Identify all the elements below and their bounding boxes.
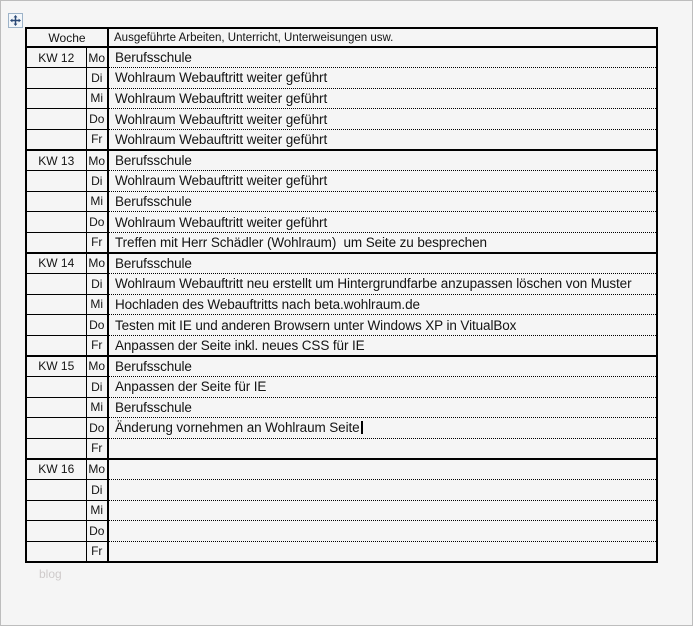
- week-cell[interactable]: [26, 274, 86, 295]
- week-cell[interactable]: [26, 191, 86, 212]
- week-cell[interactable]: [26, 88, 86, 109]
- entry-cell[interactable]: [108, 47, 657, 68]
- entry-text: Berufsschule: [115, 193, 192, 209]
- entry-text: Berufsschule: [115, 50, 192, 66]
- entry-cell[interactable]: [108, 418, 657, 439]
- table-row: [26, 479, 657, 500]
- entry-cell[interactable]: [108, 212, 657, 233]
- entry-text: Berufsschule: [115, 358, 192, 374]
- day-cell[interactable]: Mi: [86, 397, 108, 418]
- entry-text: Berufsschule: [115, 255, 192, 271]
- day-cell[interactable]: Mo: [86, 150, 108, 171]
- week-cell[interactable]: [26, 68, 86, 89]
- entry-cell[interactable]: [108, 377, 657, 398]
- table-row: [26, 150, 657, 171]
- table-row: [26, 171, 657, 192]
- day-cell[interactable]: Fr: [86, 232, 108, 253]
- table-row: [26, 500, 657, 521]
- table-row: [26, 335, 657, 356]
- day-cell[interactable]: Mi: [86, 88, 108, 109]
- week-cell[interactable]: [26, 315, 86, 336]
- day-cell[interactable]: Fr: [86, 438, 108, 459]
- day-cell[interactable]: Mi: [86, 500, 108, 521]
- entry-text: Wohlraum Webauftritt weiter geführt: [115, 173, 328, 189]
- table-row: [26, 377, 657, 398]
- entry-text: Berufsschule: [115, 153, 192, 169]
- table-row: [26, 191, 657, 212]
- week-cell[interactable]: [26, 335, 86, 356]
- week-cell[interactable]: KW 14: [26, 253, 86, 274]
- week-cell[interactable]: KW 13: [26, 150, 86, 171]
- move-icon: [10, 15, 21, 26]
- entry-text: Wohlraum Webauftritt weiter geführt: [115, 214, 328, 230]
- week-cell[interactable]: [26, 129, 86, 150]
- entry-cell[interactable]: [108, 150, 657, 171]
- header-work-cell[interactable]: Ausgeführte Arbeiten, Unterricht, Unterweisungen usw.: [108, 28, 657, 47]
- header-row: [26, 28, 657, 47]
- week-cell[interactable]: [26, 232, 86, 253]
- table-row: [26, 232, 657, 253]
- weekly-report-table: [25, 27, 658, 563]
- entry-cell[interactable]: [108, 171, 657, 192]
- day-cell[interactable]: Di: [86, 377, 108, 398]
- entry-text: Wohlraum Webauftritt weiter geführt: [115, 70, 328, 86]
- entry-cell[interactable]: [108, 356, 657, 377]
- table-row: [26, 129, 657, 150]
- week-cell[interactable]: [26, 521, 86, 542]
- table-row: [26, 356, 657, 377]
- entry-cell[interactable]: [108, 274, 657, 295]
- day-cell[interactable]: Di: [86, 274, 108, 295]
- table-row: [26, 109, 657, 130]
- entry-text: Änderung vornehmen an Wohlraum Seite: [115, 420, 360, 436]
- day-cell[interactable]: Do: [86, 315, 108, 336]
- entry-cell[interactable]: [108, 294, 657, 315]
- entry-cell[interactable]: [108, 459, 657, 480]
- table-row: [26, 253, 657, 274]
- entry-text: Berufsschule: [115, 399, 192, 415]
- table-row: [26, 541, 657, 562]
- day-cell[interactable]: Do: [86, 109, 108, 130]
- entry-cell[interactable]: [108, 68, 657, 89]
- day-cell[interactable]: Fr: [86, 541, 108, 562]
- entry-cell[interactable]: [108, 397, 657, 418]
- day-cell[interactable]: Do: [86, 418, 108, 439]
- week-cell[interactable]: [26, 397, 86, 418]
- entry-cell[interactable]: [108, 315, 657, 336]
- day-cell[interactable]: Do: [86, 521, 108, 542]
- day-cell[interactable]: Mo: [86, 47, 108, 68]
- watermark-text: blog: [39, 567, 62, 581]
- table-row: [26, 47, 657, 68]
- entry-text: Anpassen der Seite für IE: [115, 379, 267, 395]
- day-cell[interactable]: Di: [86, 68, 108, 89]
- text-cursor: [361, 421, 363, 434]
- entry-text: Wohlraum Webauftritt weiter geführt: [115, 131, 328, 147]
- week-cell[interactable]: [26, 294, 86, 315]
- entry-cell[interactable]: [108, 88, 657, 109]
- table-row: [26, 88, 657, 109]
- week-cell[interactable]: KW 16: [26, 459, 86, 480]
- table-row: [26, 274, 657, 295]
- entry-cell[interactable]: [108, 541, 657, 562]
- entry-text: Treffen mit Herr Schädler (Wohlraum) um Seite zu besprechen: [115, 234, 487, 250]
- entry-text: Anpassen der Seite inkl. neues CSS für IE: [115, 337, 365, 353]
- week-cell[interactable]: [26, 377, 86, 398]
- table-row: [26, 315, 657, 336]
- entry-cell[interactable]: [108, 232, 657, 253]
- day-cell[interactable]: Di: [86, 171, 108, 192]
- table-row: [26, 212, 657, 233]
- header-week-cell[interactable]: Woche: [26, 28, 108, 47]
- table-row: [26, 294, 657, 315]
- entry-text: Testen mit IE und anderen Browsern unter Windows XP in VitualBox: [115, 317, 517, 333]
- entry-cell[interactable]: [108, 335, 657, 356]
- week-cell[interactable]: [26, 438, 86, 459]
- day-cell[interactable]: Di: [86, 479, 108, 500]
- entry-cell[interactable]: [108, 479, 657, 500]
- entry-cell[interactable]: [108, 109, 657, 130]
- table-row: [26, 521, 657, 542]
- week-cell[interactable]: [26, 212, 86, 233]
- day-cell[interactable]: Mo: [86, 356, 108, 377]
- entry-cell[interactable]: [108, 129, 657, 150]
- week-cell[interactable]: [26, 109, 86, 130]
- table-row: [26, 418, 657, 439]
- week-cell[interactable]: [26, 418, 86, 439]
- entry-cell[interactable]: [108, 521, 657, 542]
- day-cell[interactable]: Do: [86, 212, 108, 233]
- entry-text: Hochladen des Webauftritts nach beta.wohlraum.de: [115, 296, 420, 312]
- week-cell[interactable]: [26, 479, 86, 500]
- day-cell[interactable]: Fr: [86, 129, 108, 150]
- table-row: [26, 397, 657, 418]
- table-row: [26, 438, 657, 459]
- entry-text: Wohlraum Webauftritt weiter geführt: [115, 111, 328, 127]
- week-cell[interactable]: [26, 541, 86, 562]
- day-cell[interactable]: Fr: [86, 335, 108, 356]
- day-cell[interactable]: Mo: [86, 459, 108, 480]
- week-cell[interactable]: KW 15: [26, 356, 86, 377]
- entry-cell[interactable]: [108, 253, 657, 274]
- entry-cell[interactable]: [108, 191, 657, 212]
- entry-cell[interactable]: [108, 500, 657, 521]
- table-move-handle[interactable]: [8, 13, 23, 28]
- day-cell[interactable]: Mi: [86, 191, 108, 212]
- week-cell[interactable]: [26, 500, 86, 521]
- entry-cell[interactable]: [108, 438, 657, 459]
- table-row: [26, 459, 657, 480]
- day-cell[interactable]: Mi: [86, 294, 108, 315]
- week-cell[interactable]: [26, 171, 86, 192]
- day-cell[interactable]: Mo: [86, 253, 108, 274]
- week-cell[interactable]: KW 12: [26, 47, 86, 68]
- entry-text: Wohlraum Webauftritt neu erstellt um Hintergrundfarbe anzupassen löschen von Muster: [115, 276, 632, 292]
- entry-text: Wohlraum Webauftritt weiter geführt: [115, 90, 328, 106]
- table-row: [26, 68, 657, 89]
